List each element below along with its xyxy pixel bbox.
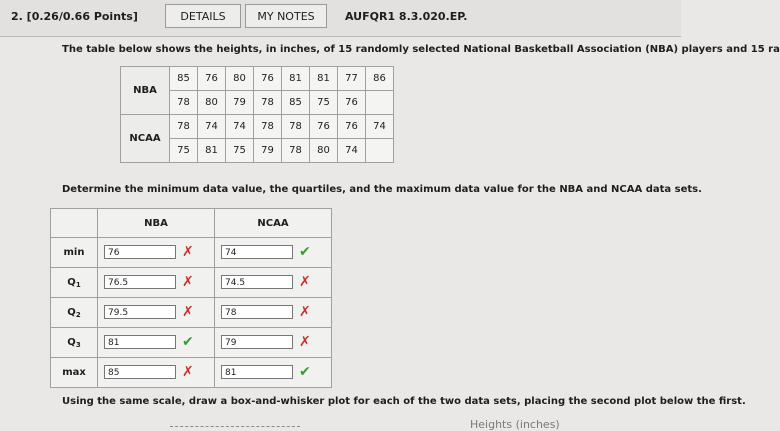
nba-q1-input[interactable]: 76.5 — [104, 275, 176, 289]
data-cell: 80 — [226, 67, 254, 91]
data-cell: 79 — [254, 139, 282, 163]
answer-row-q2 — [51, 298, 332, 328]
data-cell: 76 — [338, 91, 366, 115]
data-cell: 78 — [254, 115, 282, 139]
correct-check-icon: ✔ — [182, 334, 194, 350]
row-label: max — [51, 358, 98, 388]
row-label: $Q_2$ — [51, 298, 98, 328]
wrong-x-icon: ✗ — [182, 244, 194, 260]
data-cell: 85 — [170, 67, 198, 91]
question-prompt: The table below shows the heights, in inches, of 15 randomly selected National Basketball Association (NBA) players and 15 ra — [62, 44, 780, 55]
data-cell: 78 — [170, 115, 198, 139]
data-cell: 80 — [310, 139, 338, 163]
ncaa-max-input[interactable]: 81 — [221, 365, 293, 379]
data-cell: 78 — [254, 91, 282, 115]
wrong-x-icon: ✗ — [182, 364, 194, 380]
data-cell: 75 — [226, 139, 254, 163]
plot-axis-label: Heights (inches) — [470, 418, 560, 431]
data-cell: 76 — [338, 115, 366, 139]
nba-min-input[interactable]: 76 — [104, 245, 176, 259]
ncaa-q2-input[interactable]: 78 — [221, 305, 293, 319]
data-cell: 76 — [198, 67, 226, 91]
data-cell: 77 — [338, 67, 366, 91]
col-header-nba: NBA — [98, 209, 215, 238]
data-cell: 81 — [198, 139, 226, 163]
col-header-ncaa: NCAA — [215, 209, 332, 238]
answer-row-min — [51, 238, 332, 268]
correct-check-icon: ✔ — [299, 364, 311, 380]
data-cell: 75 — [310, 91, 338, 115]
data-cell — [366, 139, 394, 163]
row-label: min — [51, 238, 98, 268]
data-cell: 76 — [254, 67, 282, 91]
answer-row-q3 — [51, 328, 332, 358]
data-cell: 85 — [282, 91, 310, 115]
instruction-text: Determine the minimum data value, the quartiles, and the maximum data value for the NBA and NCAA data sets. — [62, 184, 702, 195]
my-notes-button[interactable]: MY NOTES — [245, 4, 327, 28]
answer-row-max — [51, 358, 332, 388]
wrong-x-icon: ✗ — [299, 334, 311, 350]
data-cell: 76 — [310, 115, 338, 139]
data-cell — [366, 91, 394, 115]
data-cell: 78 — [282, 115, 310, 139]
nba-q3-input[interactable]: 81 — [104, 335, 176, 349]
wrong-x-icon: ✗ — [299, 274, 311, 290]
answer-table — [50, 208, 332, 388]
answer-row-q1 — [51, 268, 332, 298]
data-cell: 74 — [366, 115, 394, 139]
correct-check-icon: ✔ — [299, 244, 311, 260]
row-label: $Q_1$ — [51, 268, 98, 298]
wrong-x-icon: ✗ — [182, 274, 194, 290]
ncaa-min-input[interactable]: 74 — [221, 245, 293, 259]
nba-q2-input[interactable]: 79.5 — [104, 305, 176, 319]
data-cell: 78 — [282, 139, 310, 163]
data-cell: 78 — [170, 91, 198, 115]
data-cell: 74 — [198, 115, 226, 139]
plot-axis-line — [170, 426, 300, 427]
corner-cell — [51, 209, 98, 238]
followup-text: Using the same scale, draw a box-and-whisker plot for each of the two data sets, placing the second plot below the first. — [62, 396, 746, 407]
question-number: 2. [0.26/0.66 Points] — [11, 10, 138, 23]
nba-max-input[interactable]: 85 — [104, 365, 176, 379]
data-cell: 74 — [226, 115, 254, 139]
wrong-x-icon: ✗ — [299, 304, 311, 320]
row-label: $Q_3$ — [51, 328, 98, 358]
data-cell: 74 — [338, 139, 366, 163]
data-cell: 86 — [366, 67, 394, 91]
heights-data-table — [120, 66, 394, 163]
data-cell: 81 — [282, 67, 310, 91]
data-cell: 81 — [310, 67, 338, 91]
group-label-nba: NBA — [121, 67, 170, 115]
data-cell: 75 — [170, 139, 198, 163]
details-button[interactable]: DETAILS — [165, 4, 241, 28]
ncaa-q1-input[interactable]: 74.5 — [221, 275, 293, 289]
data-cell: 79 — [226, 91, 254, 115]
problem-code: AUFQR1 8.3.020.EP. — [345, 10, 468, 23]
group-label-ncaa: NCAA — [121, 115, 170, 163]
ncaa-q3-input[interactable]: 79 — [221, 335, 293, 349]
wrong-x-icon: ✗ — [182, 304, 194, 320]
data-cell: 80 — [198, 91, 226, 115]
question-header — [0, 0, 681, 37]
